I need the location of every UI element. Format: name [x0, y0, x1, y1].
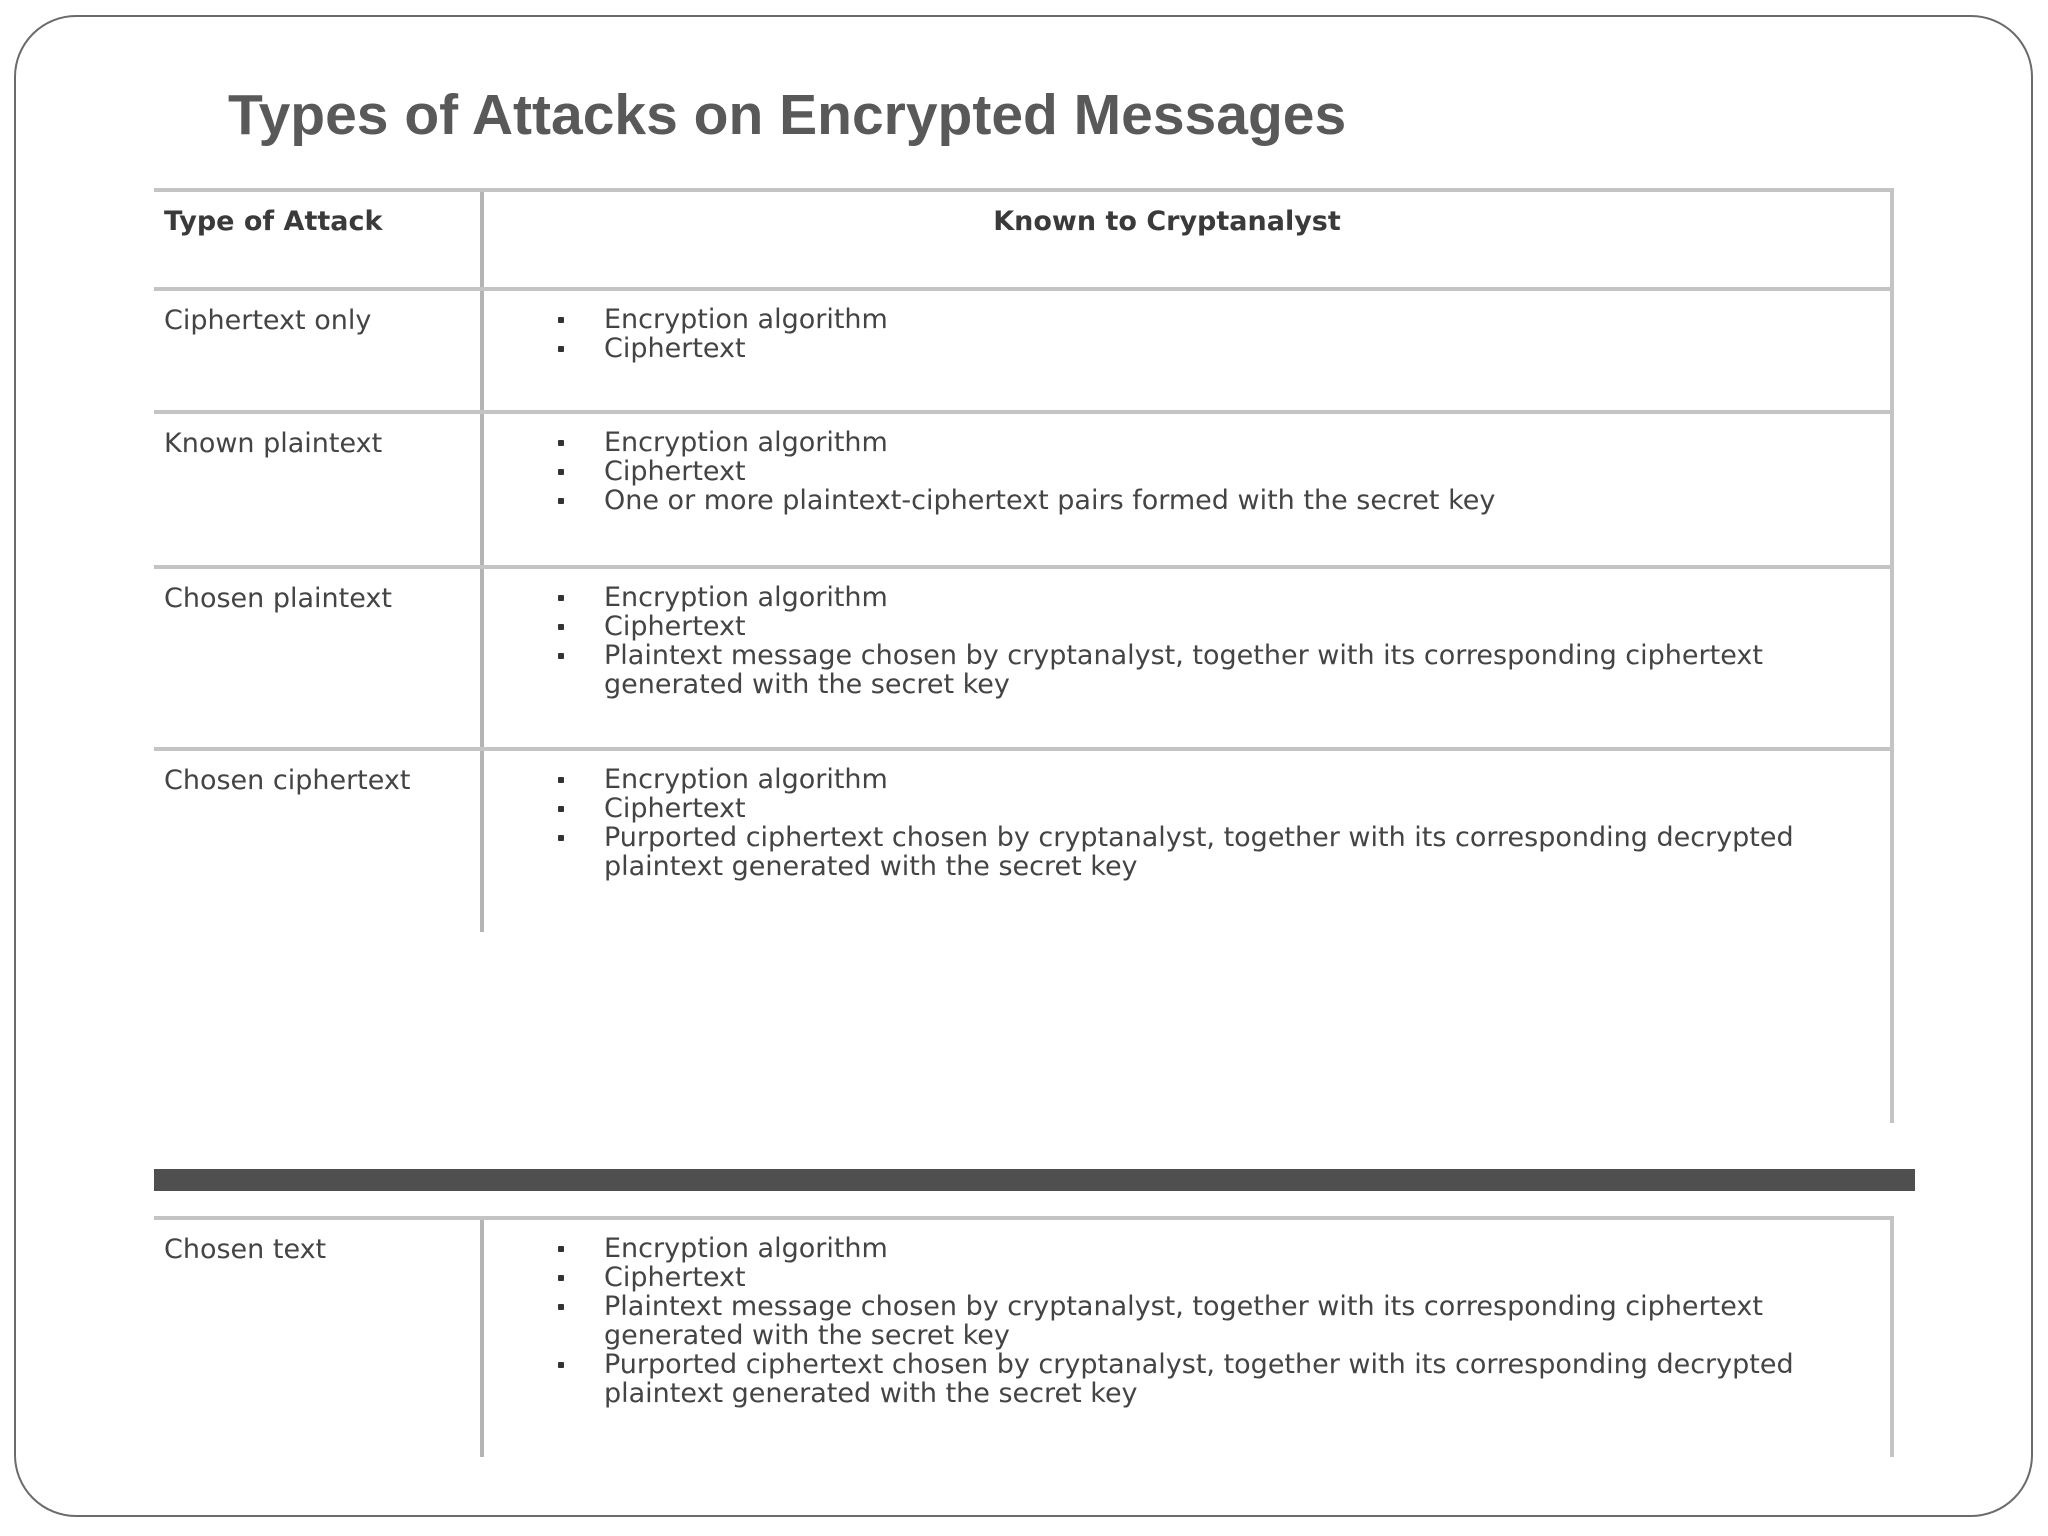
known-list [550, 428, 1870, 515]
known-list-cell [484, 1220, 1890, 1457]
known-list [550, 583, 1870, 699]
list-item: Ciphertext [550, 334, 1870, 363]
list-item: Encryption algorithm [550, 428, 1870, 457]
known-list [550, 305, 1870, 363]
table-header-row [154, 192, 1890, 291]
page-title: Types of Attacks on Encrypted Messages [228, 83, 1347, 147]
list-item: Encryption algorithm [550, 1234, 1870, 1263]
attack-type: Ciphertext only [154, 291, 484, 410]
list-item: Ciphertext [550, 794, 1870, 823]
bullet-icon [558, 1275, 564, 1281]
bullet-icon [558, 835, 564, 841]
divider-bar [154, 1169, 1915, 1191]
bullet-icon [558, 1304, 564, 1310]
bullet-icon [558, 317, 564, 323]
bullet-icon [558, 498, 564, 504]
list-item: Purported ciphertext chosen by cryptanalyst, together with its corresponding decrypted plaintext generated with the secret key [550, 1350, 1870, 1408]
bullet-icon [558, 1362, 564, 1368]
bullet-icon [558, 469, 564, 475]
known-list [550, 765, 1870, 881]
bullet-icon [558, 595, 564, 601]
known-list-cell [484, 291, 1890, 410]
list-item: Encryption algorithm [550, 305, 1870, 334]
list-item: Encryption algorithm [550, 583, 1870, 612]
table-row [154, 569, 1890, 751]
bullet-icon [558, 806, 564, 812]
list-item: Encryption algorithm [550, 765, 1870, 794]
attack-type: Chosen text [154, 1220, 484, 1457]
header-known-to-cryptanalyst: Known to Cryptanalyst [993, 206, 1341, 237]
bullet-icon [558, 653, 564, 659]
known-list-cell [484, 569, 1890, 747]
table-row [154, 751, 1890, 932]
known-list-cell [484, 414, 1890, 565]
attack-type: Known plaintext [154, 414, 484, 565]
attack-type: Chosen ciphertext [154, 751, 484, 932]
table-row [154, 414, 1890, 569]
table-row [154, 291, 1890, 414]
attack-table [154, 188, 1894, 932]
known-list-cell [484, 751, 1890, 932]
attack-table-continued [154, 1216, 1894, 1457]
known-list [550, 1234, 1870, 1408]
list-item: Ciphertext [550, 1263, 1870, 1292]
bullet-icon [558, 624, 564, 630]
table-border-fragment [1890, 928, 1894, 1123]
list-item: Purported ciphertext chosen by cryptanalyst, together with its corresponding decrypted plaintext generated with the secret key [550, 823, 1870, 881]
attack-type: Chosen plaintext [154, 569, 484, 747]
bullet-icon [558, 777, 564, 783]
list-item: Plaintext message chosen by cryptanalyst, together with its corresponding ciphertext generated with the secret key [550, 1292, 1870, 1350]
header-type-of-attack: Type of Attack [154, 192, 484, 287]
list-item: Ciphertext [550, 612, 1870, 641]
list-item: One or more plaintext-ciphertext pairs formed with the secret key [550, 486, 1870, 515]
list-item: Plaintext message chosen by cryptanalyst, together with its corresponding ciphertext generated with the secret key [550, 641, 1870, 699]
bullet-icon [558, 1246, 564, 1252]
bullet-icon [558, 440, 564, 446]
bullet-icon [558, 346, 564, 352]
list-item: Ciphertext [550, 457, 1870, 486]
table-row [154, 1220, 1890, 1457]
